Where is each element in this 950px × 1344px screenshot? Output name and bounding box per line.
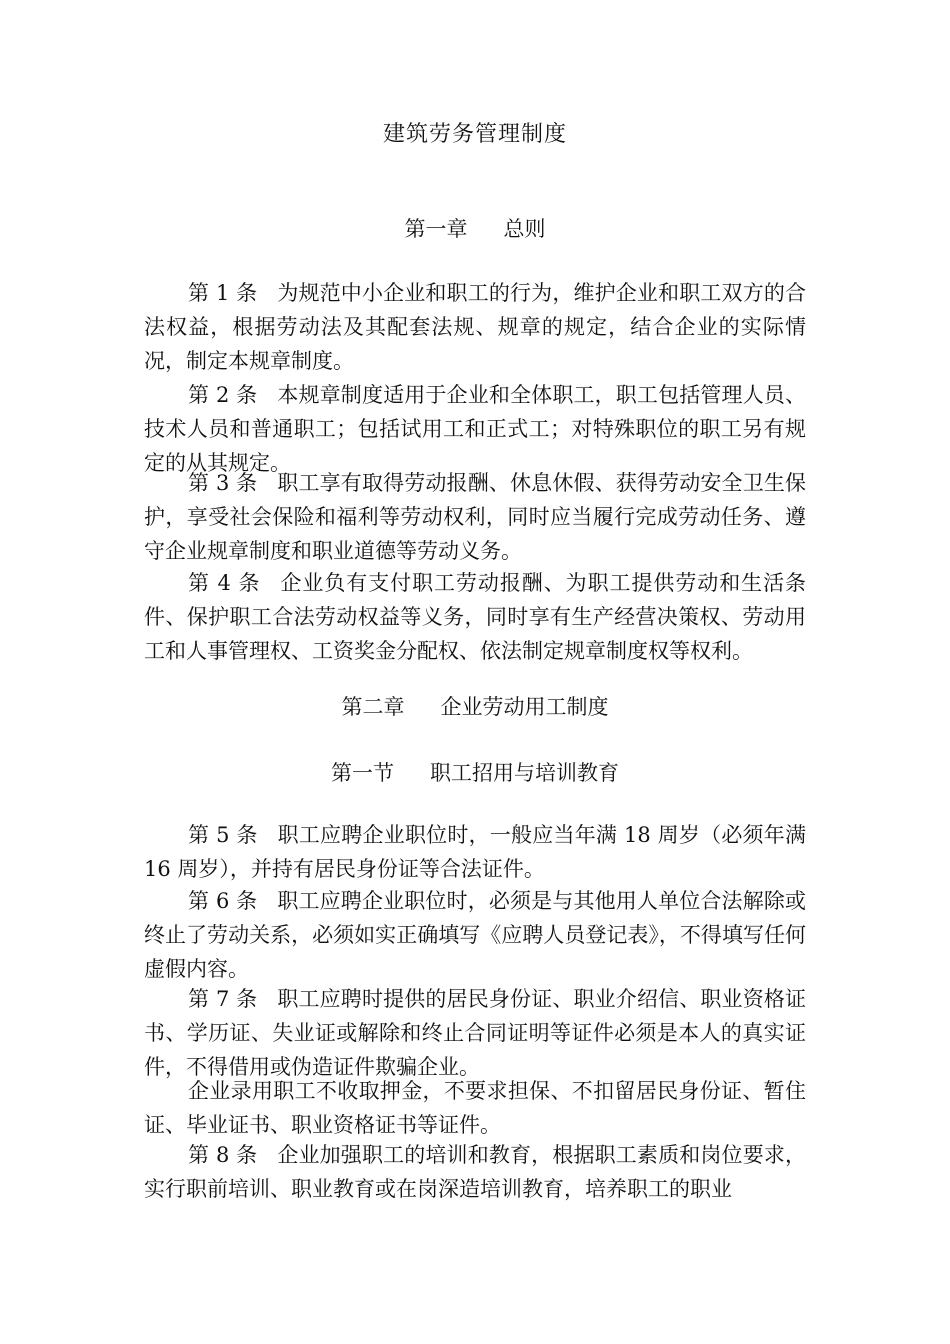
chapter-1-name: 总则 <box>503 217 546 241</box>
article-label: 第 1 条 <box>188 281 258 305</box>
section-1-heading <box>0 756 950 790</box>
article-3 <box>144 466 806 568</box>
article-4 <box>144 566 806 668</box>
article-8 <box>144 1138 806 1206</box>
article-1 <box>144 276 806 378</box>
article-text: 企业负有支付职工劳动报酬、为职工提供劳动和生活条件、保护职工合法劳动权益等义务，同时享有生产经营决策权、劳动用工和人事管理权、工资奖金分配权、依法制定规章制度权等权利。 <box>144 571 807 663</box>
chapter-2-label: 第二章 <box>341 695 405 719</box>
chapter-1-label: 第一章 <box>404 217 468 241</box>
article-label: 第 7 条 <box>188 987 258 1011</box>
article-text: 为规范中小企业和职工的行为，维护企业和职工双方的合法权益，根据劳动法及其配套法规、规章的规定，结合企业的实际情况，制定本规章制度。 <box>144 281 806 373</box>
article-2 <box>144 378 806 480</box>
article-label: 第 4 条 <box>188 571 261 595</box>
chapter-2-heading <box>0 690 950 724</box>
article-5 <box>144 818 806 886</box>
article-label: 第 5 条 <box>188 823 258 847</box>
section-1-name: 职工招用与培训教育 <box>430 761 619 785</box>
article-7 <box>144 982 806 1084</box>
article-text: 职工享有取得劳动报酬、休息休假、获得劳动安全卫生保护，享受社会保险和福利等劳动权利，同时应当履行完成劳动任务、遵守企业规章制度和职业道德等劳动义务。 <box>144 471 806 563</box>
article-7-continuation <box>144 1074 806 1142</box>
article-text: 企业加强职工的培训和教育，根据职工素质和岗位要求，实行职前培训、职业教育或在岗深造培训教育，培养职工的职业 <box>144 1143 806 1201</box>
document-title: 建筑劳务管理制度 <box>382 122 567 147</box>
article-text: 企业录用职工不收取押金，不要求担保、不扣留居民身份证、暂住证、毕业证书、职业资格证书等证件。 <box>144 1079 806 1137</box>
article-label: 第 6 条 <box>188 889 258 913</box>
article-label: 第 2 条 <box>188 383 258 407</box>
article-label: 第 8 条 <box>188 1143 258 1167</box>
article-text: 本规章制度适用于企业和全体职工，职工包括管理人员、技术人员和普通职工；包括试用工和正式工；对特殊职位的职工另有规定的从其规定。 <box>144 383 806 475</box>
article-6 <box>144 884 806 986</box>
article-text: 职工应聘时提供的居民身份证、职业介绍信、职业资格证书、学历证、失业证或解除和终止合同证明等证件必须是本人的真实证件，不得借用或伪造证件欺骗企业。 <box>144 987 806 1079</box>
chapter-2-name: 企业劳动用工制度 <box>440 695 609 719</box>
chapter-1-heading <box>0 212 950 246</box>
article-text: 职工应聘企业职位时，必须是与其他用人单位合法解除或终止了劳动关系，必须如实正确填写《应聘人员登记表》，不得填写任何虚假内容。 <box>144 889 806 981</box>
article-label: 第 3 条 <box>188 471 258 495</box>
article-text: 职工应聘企业职位时，一般应当年满 18 周岁（必须年满 16 周岁），并持有居民身份证等合法证件。 <box>144 823 806 881</box>
section-1-label: 第一节 <box>331 761 394 785</box>
